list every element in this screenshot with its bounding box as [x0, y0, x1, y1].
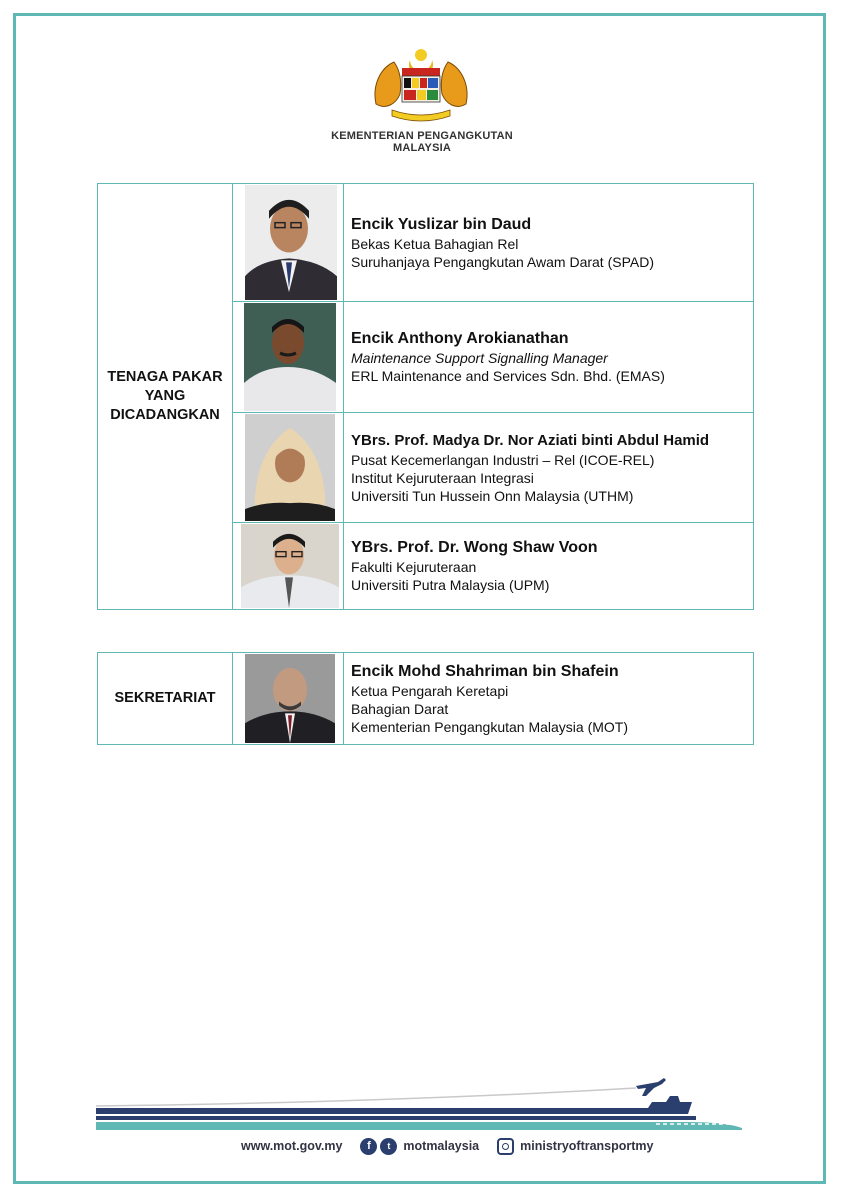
photo-cell	[233, 184, 344, 302]
member-info	[344, 413, 754, 523]
social-handle[interactable]: motmalaysia	[403, 1139, 480, 1153]
website-link[interactable]: www.mot.gov.my	[241, 1139, 343, 1153]
member-name: Encik Anthony Arokianathan	[351, 330, 569, 347]
member-detail: Kementerian Pengangkutan Malaysia (MOT)	[351, 718, 629, 735]
photo-cell	[233, 653, 344, 745]
member-detail: Bekas Ketua Bahagian Rel	[351, 235, 519, 252]
member-detail: Bahagian Darat	[351, 700, 449, 717]
instagram-handle[interactable]: ministryoftransportmy	[520, 1139, 654, 1153]
member-photo	[244, 303, 336, 411]
member-name: Encik Mohd Shahriman bin Shafein	[351, 662, 619, 680]
role-label-line: YANG	[144, 388, 186, 404]
member-detail: Ketua Pengarah Keretapi	[351, 682, 509, 699]
table-row	[98, 184, 754, 302]
member-detail: Universiti Tun Hussein Onn Malaysia (UTHM)	[351, 487, 634, 504]
table-row	[98, 653, 754, 745]
member-photo	[245, 654, 335, 743]
ministry-name	[300, 130, 544, 154]
coat-of-arms-logo	[370, 46, 472, 124]
member-info	[344, 523, 754, 610]
member-info	[344, 184, 754, 302]
member-name: Encik Yuslizar bin Daud	[351, 215, 532, 233]
member-detail: Institut Kejuruteraan Integrasi	[351, 469, 534, 486]
member-name: YBrs. Prof. Madya Dr. Nor Aziati binti Abdul Hamid	[351, 431, 710, 449]
member-photo	[245, 185, 337, 300]
instagram-icon[interactable]	[497, 1138, 514, 1155]
role-label-line: TENAGA PAKAR	[107, 369, 223, 385]
member-name: YBrs. Prof. Dr. Wong Shaw Voon	[351, 539, 598, 556]
role-label-line: DICADANGKAN	[110, 407, 220, 423]
photo-cell	[233, 413, 344, 523]
member-photo	[241, 524, 339, 608]
member-detail: Pusat Kecemerlangan Industri – Rel (ICOE-REL)	[351, 451, 655, 468]
photo-cell	[233, 523, 344, 610]
member-detail: Fakulti Kejuruteraan	[351, 559, 477, 575]
member-photo	[245, 414, 335, 521]
member-detail: Maintenance Support Signalling Manager	[351, 350, 608, 366]
expert-role-label	[98, 184, 233, 610]
secretariat-role-label: SEKRETARIAT	[98, 653, 233, 745]
ministry-name-line2: MALAYSIA	[392, 142, 452, 154]
member-info	[344, 653, 754, 745]
facebook-icon[interactable]: f	[360, 1138, 377, 1155]
member-detail: Universiti Putra Malaysia (UPM)	[351, 577, 550, 593]
secretariat-table	[97, 652, 754, 745]
footer-links	[241, 1135, 654, 1157]
twitter-icon[interactable]: t	[380, 1138, 397, 1155]
member-detail: Suruhanjaya Pengangkutan Awam Darat (SPAD)	[351, 253, 654, 270]
member-info	[344, 302, 754, 413]
ministry-name-line1: KEMENTERIAN PENGANGKUTAN	[331, 130, 513, 142]
expert-table	[97, 183, 754, 610]
transport-swoosh-graphic	[96, 1072, 746, 1132]
photo-cell	[233, 302, 344, 413]
member-detail: ERL Maintenance and Services Sdn. Bhd. (EMAS)	[351, 368, 665, 384]
